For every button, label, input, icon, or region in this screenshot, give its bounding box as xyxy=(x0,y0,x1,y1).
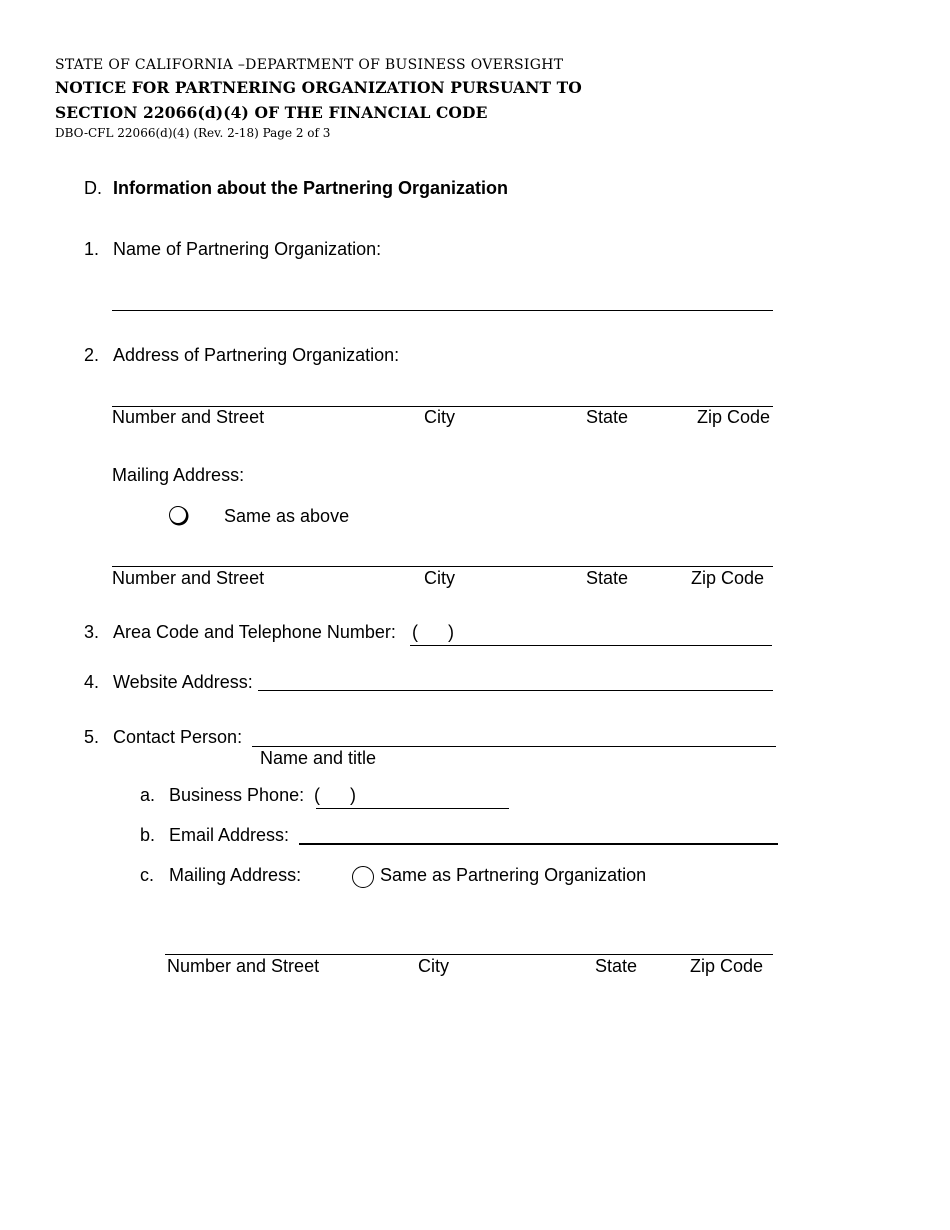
mailing-address-field[interactable] xyxy=(112,566,773,567)
same-as-partnering-org-label: Same as Partnering Organization xyxy=(380,865,647,885)
agency-header: STATE OF CALIFORNIA –DEPARTMENT OF BUSINESS OVERSIGHT xyxy=(55,57,564,73)
business-phone-label: Business Phone: xyxy=(169,785,305,805)
address-city-caption: City xyxy=(424,407,455,427)
q2-label: Address of Partnering Organization: xyxy=(113,345,400,365)
section-letter: D. xyxy=(84,178,102,198)
address-state-caption: State xyxy=(586,407,629,427)
q3-label: Area Code and Telephone Number: xyxy=(113,622,396,642)
mailing-state-caption: State xyxy=(586,568,629,588)
q4-number: 4. xyxy=(84,672,100,692)
form-title-line2: SECTION 22066(d)(4) OF THE FINANCIAL CODE xyxy=(55,103,488,122)
q3-number: 3. xyxy=(84,622,100,642)
email-address-field[interactable] xyxy=(299,843,778,845)
section-title: Information about the Partnering Organization xyxy=(113,178,509,198)
q5c-letter: c. xyxy=(140,865,155,885)
contact-mailing-address-label: Mailing Address: xyxy=(169,865,302,885)
form-title-line1: NOTICE FOR PARTNERING ORGANIZATION PURSUANT TO xyxy=(55,78,582,97)
address-street-caption: Number and Street xyxy=(112,407,265,427)
contact-street-caption: Number and Street xyxy=(167,956,320,976)
website-field[interactable] xyxy=(258,690,773,691)
name-and-title-caption: Name and title xyxy=(260,748,377,768)
mailing-street-caption: Number and Street xyxy=(112,568,265,588)
mailing-zip-caption: Zip Code xyxy=(691,568,765,588)
contact-zip-caption: Zip Code xyxy=(690,956,764,976)
mailing-city-caption: City xyxy=(424,568,455,588)
q5a-letter: a. xyxy=(140,785,156,805)
q4-label: Website Address: xyxy=(113,672,253,692)
partnering-org-name-field[interactable] xyxy=(112,310,773,311)
business-phone-field[interactable] xyxy=(316,808,509,809)
q3-area-code-parens: ( ) xyxy=(412,622,454,642)
same-as-partnering-org-radio[interactable] xyxy=(352,866,374,888)
address-zip-caption: Zip Code xyxy=(697,407,771,427)
business-phone-parens: ( ) xyxy=(314,785,356,805)
q1-number: 1. xyxy=(84,239,100,259)
q2-number: 2. xyxy=(84,345,100,365)
q1-label: Name of Partnering Organization: xyxy=(113,239,382,259)
contact-city-caption: City xyxy=(418,956,449,976)
q5-label: Contact Person: xyxy=(113,727,243,747)
mailing-address-label: Mailing Address: xyxy=(112,465,245,485)
contact-state-caption: State xyxy=(595,956,638,976)
same-as-above-label: Same as above xyxy=(224,506,350,526)
same-as-above-radio[interactable] xyxy=(169,506,187,524)
contact-mailing-address-field[interactable] xyxy=(165,954,773,955)
q5b-letter: b. xyxy=(140,825,156,845)
email-address-label: Email Address: xyxy=(169,825,290,845)
contact-person-field[interactable] xyxy=(252,746,776,747)
telephone-field[interactable] xyxy=(410,645,772,646)
form-id: DBO-CFL 22066(d)(4) (Rev. 2-18) Page 2 of 3 xyxy=(55,126,331,140)
q5-number: 5. xyxy=(84,727,100,747)
